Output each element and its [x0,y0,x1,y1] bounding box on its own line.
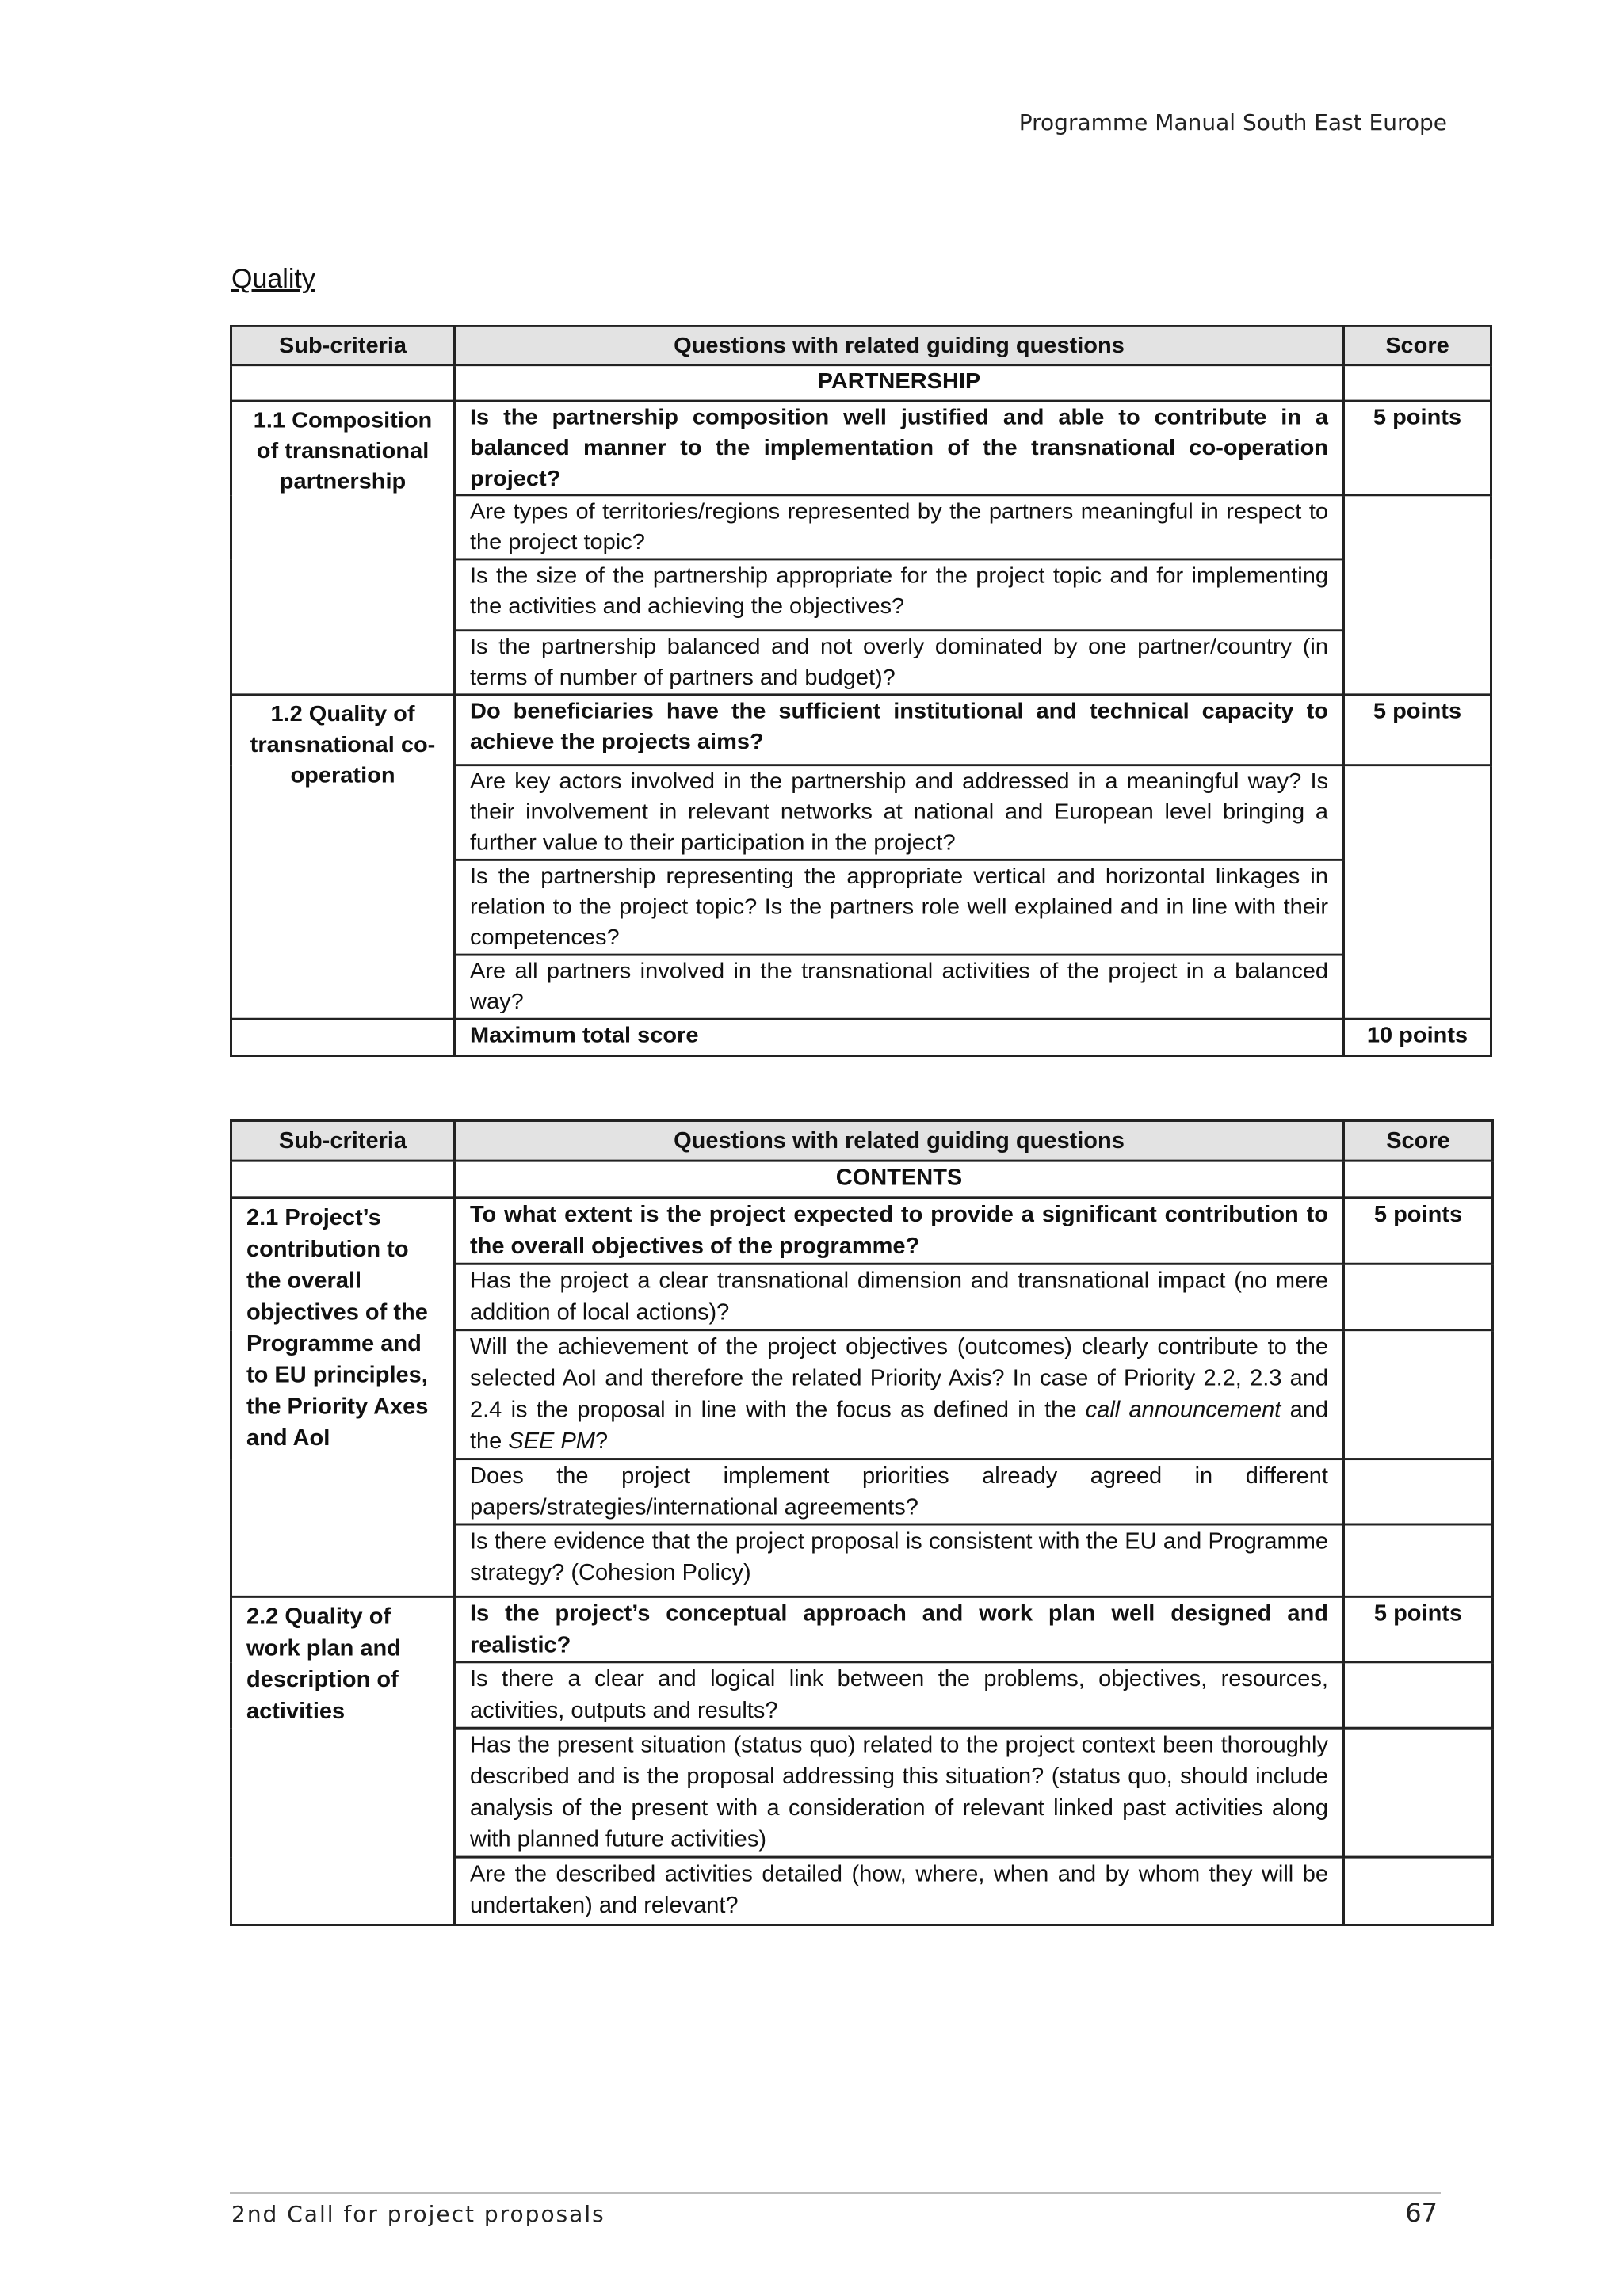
sub-criterion-label: 2.1 Project’s contribution to the overall objectives of the Programme and to EU principles, the Priority Axes and AoI [231,1198,455,1597]
score-value: 5 points [1344,401,1491,495]
footer-rule [230,2192,1441,2194]
questions-header: Questions with related guiding questions [455,326,1344,364]
table-row [231,401,1491,495]
score-value: 5 points [1344,695,1491,765]
contents-criteria-table [230,1119,1494,1926]
section-row [231,1161,1493,1198]
guiding-question: Are the described activities detailed (how, where, when and by whom they will be undertaken) and relevant? [455,1857,1344,1924]
main-question: Do beneficiaries have the sufficient institutional and technical capacity to achieve the projects aims? [455,695,1344,765]
partnership-criteria-table [230,325,1492,1057]
sub-criterion-label: 2.2 Quality of work plan and description of activities [231,1596,455,1924]
questions-header: Questions with related guiding questions [455,1120,1344,1161]
main-question: Is the project’s conceptual approach and work plan well designed and realistic? [455,1596,1344,1661]
guiding-question: Is there a clear and logical link between the problems, objectives, resources, activities, outputs and results? [455,1662,1344,1728]
guiding-question: Does the project implement priorities already agreed in different papers/strategies/international agreements? [455,1459,1344,1524]
sub-criterion-label: 1.1 Composition of transnational partnership [231,401,455,695]
guiding-question: Are all partners involved in the transnational activities of the project in a balanced way? [455,955,1344,1019]
guiding-question: Has the present situation (status quo) related to the project context been thoroughly described and is the proposal addressing this situation? (status quo, should include analysis of the present with a consideration of relevant linked past activities along with planned future activities) [455,1728,1344,1857]
sub-criterion-label: 1.2 Quality of transnational co-operation [231,695,455,1019]
total-row [231,1019,1491,1055]
guiding-question: Is the partnership balanced and not overly dominated by one partner/country (in terms of number of partners and budget)? [455,631,1344,695]
score-header: Score [1344,326,1491,364]
guiding-question: Is the size of the partnership appropriate for the project topic and for implementing the activities and achieving the objectives? [455,559,1344,631]
footer-text: 2nd Call for project proposals [231,2201,605,2227]
score-value: 5 points [1344,1596,1493,1661]
section-title: Quality [231,264,315,294]
main-question: To what extent is the project expected to provide a significant contribution to the overall objectives of the programme? [455,1198,1344,1264]
table-row [231,695,1491,765]
main-question: Is the partnership composition well justified and able to contribute in a balanced manner to the implementation of the transnational co-operation project? [455,401,1344,495]
table-header-row [231,326,1491,364]
table-row [231,1596,1493,1661]
total-label: Maximum total score [455,1019,1344,1055]
guiding-question: Will the achievement of the project objectives (outcomes) clearly contribute to the selected AoI and therefore the related Priority Axis? In case of Priority 2.2, 2.3 and 2.4 is the proposal in line with the focus as defined in the call announcement and the SEE PM? [455,1330,1344,1459]
guiding-question: Is the partnership representing the appropriate vertical and horizontal linkages in relation to the project topic? Is the partners role well explained and in line with their competences? [455,860,1344,955]
score-value: 5 points [1344,1198,1493,1264]
guiding-question: Has the project a clear transnational dimension and transnational impact (no mere addition of local actions)? [455,1264,1344,1329]
section-label: CONTENTS [455,1161,1344,1198]
sub-criteria-header: Sub-criteria [231,326,455,364]
guiding-question: Are key actors involved in the partnership and addressed in a meaningful way? Is their involvement in relevant networks at national and European level bringing a further value to their participation in the project? [455,765,1344,860]
page-number: 67 [1405,2198,1438,2228]
running-header: Programme Manual South East Europe [1018,109,1447,135]
total-score: 10 points [1344,1019,1491,1055]
section-label: PARTNERSHIP [455,365,1344,401]
section-row [231,365,1491,401]
sub-criteria-header: Sub-criteria [231,1120,455,1161]
table-row [231,1198,1493,1264]
guiding-question: Are types of territories/regions represented by the partners meaningful in respect to the project topic? [455,495,1344,559]
guiding-question: Is there evidence that the project proposal is consistent with the EU and Programme strategy? (Cohesion Policy) [455,1524,1344,1596]
score-header: Score [1344,1120,1493,1161]
table-header-row [231,1120,1493,1161]
